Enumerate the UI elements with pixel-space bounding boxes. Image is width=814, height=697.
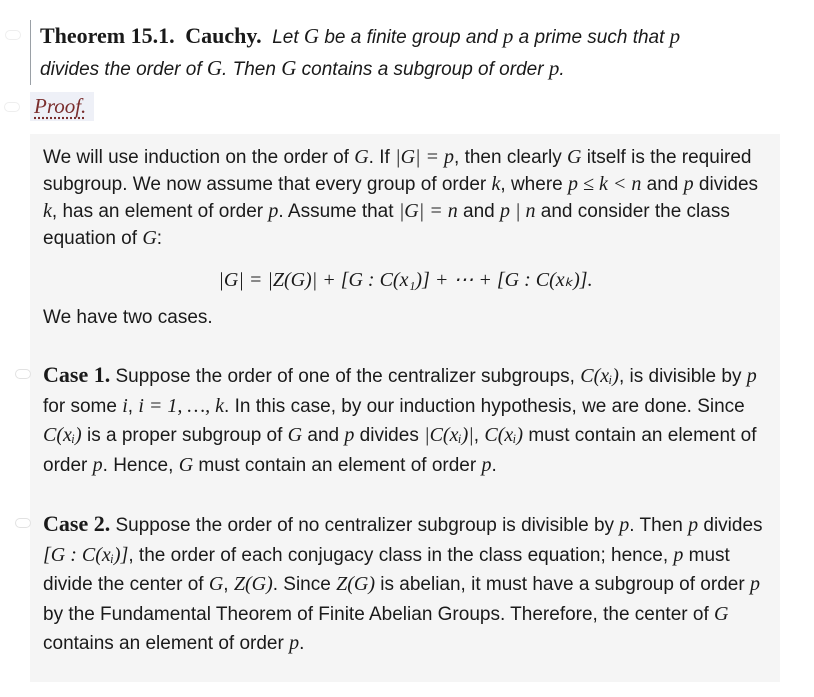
case-1: Case 1. Suppose the order of one of the centralizer subgroups, C(xᵢ), is divisible by p for some i, i = 1, …, k. In this case, by our induction hypothesis, we are done. Since C(xᵢ) is a proper subgroup of G and p divides |C(xᵢ)|, C(xᵢ) must contain an element of order p. Hence, G must contain an element of order p. xyxy=(43,361,768,480)
two-cases-text: We have two cases. xyxy=(43,307,213,328)
case-1-heading: Case 1. xyxy=(43,362,111,387)
link-icon[interactable] xyxy=(15,369,31,379)
proof-toggle-link[interactable]: Proof. xyxy=(30,92,94,121)
case-2: Case 2. Suppose the order of no centralizer subgroup is divisible by p. Then p divides [G : C(xᵢ)], the order of each conjugacy class in the class equation; hence, p must divide the center of G, Z(G). Since Z(G) is abelian, it must have a subgroup of order p by the Fundamental Theorem of Finite Abelian Groups. Therefore, the center of G contains an element of order p. xyxy=(43,510,768,659)
case-2-heading: Case 2. xyxy=(43,511,111,536)
theorem-line-1 xyxy=(40,20,800,53)
link-icon[interactable] xyxy=(4,102,20,112)
theorem-statement-1: Let G be a finite group and p a prime such that p xyxy=(272,24,681,48)
theorem-name: Cauchy. xyxy=(185,23,262,48)
class-equation: |G| = |Z(G)| + [G : C(x₁)] + ⋯ + [G : C(xₖ)]. xyxy=(218,269,593,291)
link-icon[interactable] xyxy=(5,30,21,40)
theorem-block xyxy=(30,20,800,85)
theorem-statement-2: divides the order of G. Then G contains a subgroup of order p. xyxy=(40,56,565,80)
link-icon[interactable] xyxy=(15,518,31,528)
proof-body xyxy=(30,134,780,682)
theorem-label: Theorem 15.1. xyxy=(40,23,175,48)
proof-paragraph-1: We will use induction on the order of G. If |G| = p, then clearly G itself is the required subgroup. We now assume that every group of order k, where p ≤ k < n and p divides k, has an element of order p. Assume that |G| = n and p | n and consider the class equation of G: xyxy=(43,146,759,249)
